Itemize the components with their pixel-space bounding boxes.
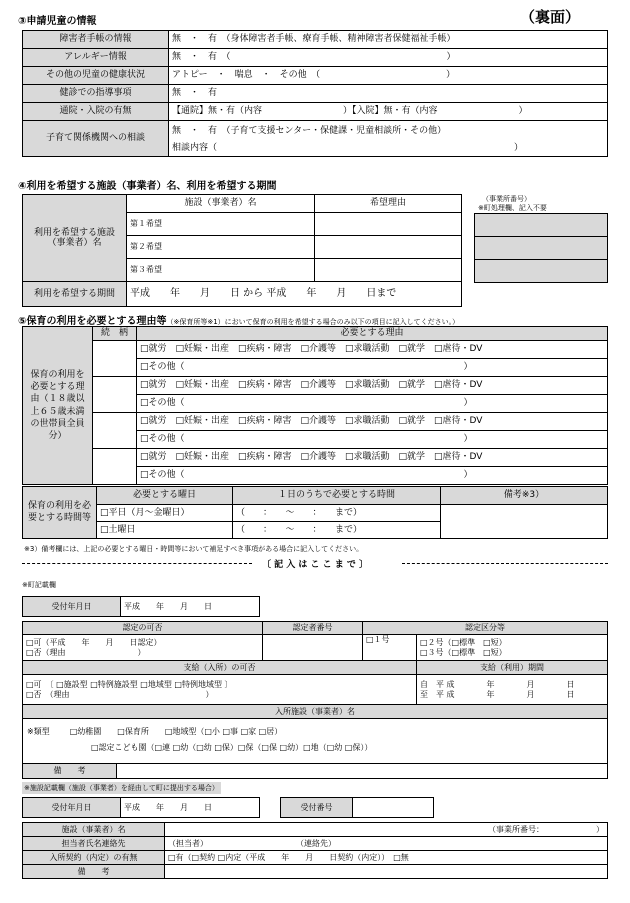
facility-reception-no-table (280, 797, 434, 818)
value-consultation[interactable] (169, 121, 608, 157)
contact-person: （担当者） (168, 838, 208, 848)
period-to[interactable]: 至 平 成 年 月 日 (420, 689, 575, 699)
relation-4[interactable] (93, 449, 137, 485)
approval-title: 認定の可否 (23, 622, 263, 635)
divider-right (402, 563, 608, 564)
facility-remark-label: 備 考 (23, 865, 165, 879)
facility-info-table (22, 822, 608, 879)
town-received-value[interactable]: 平成 年 月 日 (121, 597, 260, 617)
label-period: 利用を希望する期間 (23, 282, 127, 307)
office-processing-note: ※町処理欄、記入不要 (478, 204, 547, 212)
type-label: ※類型 (27, 727, 50, 736)
contact-value[interactable] (165, 837, 608, 851)
town-remark-label: 備 考 (23, 764, 117, 778)
reason-3[interactable] (315, 259, 462, 282)
value-checkup[interactable]: 無 ・ 有 (169, 85, 608, 103)
reason-4-line2[interactable]: □その他（ ） (137, 467, 608, 485)
certifier-value[interactable] (263, 635, 363, 661)
contact-tel: （連絡先） (300, 838, 336, 848)
section3-title: ③申請児童の情報 (18, 16, 97, 27)
value-health[interactable]: アトピー ・ 喘息 ・ その他 （ ） (169, 67, 608, 85)
col-time: １日のうちで必要とする時間 (233, 487, 441, 505)
reason-1-line2[interactable]: □その他（ ） (137, 359, 608, 377)
label-checkup: 健診での指導事項 (23, 85, 169, 103)
col-facility: 施設（事業者）名 (127, 195, 315, 213)
relation-3[interactable] (93, 413, 137, 449)
value-hospital[interactable]: 【通院】無・有（内容 ）【入院】無・有（内容 ） (169, 103, 608, 121)
value-period[interactable]: 平成 年 月 日 から 平成 年 月 日まで (127, 282, 462, 307)
consultation-options: 無 ・ 有 （子育て支援センター・保健課・児童相談所・その他） (172, 125, 447, 136)
section4-title: ④利用を希望する施設（事業者）名、利用を希望する期間 (18, 181, 277, 192)
type-options-2[interactable]: □認定こども園（□連 □幼（□幼 □保）□保（□保 □幼）□地（□幼 □保）） (91, 743, 373, 752)
facility-office-no[interactable]: （事業所番号： ） (165, 823, 608, 837)
childcare-reason-table (22, 326, 608, 485)
col-relation: 続 柄 (93, 327, 137, 341)
time-weekday[interactable]: （ ： 〜 ： まで） (233, 505, 441, 522)
approval-yes[interactable]: □可（平成 年 月 日認定） (26, 638, 162, 648)
period-from[interactable]: 自 平 成 年 月 日 (420, 680, 575, 690)
facility-name-label: 施設（事業者）名 (23, 823, 165, 837)
col-note: 備考※3） (441, 487, 608, 505)
town-received-table (22, 596, 260, 617)
reception-no-label: 受付番号 (281, 798, 353, 818)
category-title: 認定区分等 (363, 622, 608, 635)
town-payment-table (22, 660, 608, 779)
value-disability-cert[interactable]: 無 ・ 有 （身体障害者手帳、療育手帳、精神障害者保健福祉手帳） (169, 31, 608, 49)
col-day: 必要とする曜日 (97, 487, 233, 505)
divider-label: 〔 記 入 は こ こ ま で 〕 (262, 560, 369, 570)
office-number-label: （事業所番号） (482, 195, 531, 203)
section5-note: （※保育所等※1）において保育の利用を希望する場合のみ以下の項目に記入してください。） (166, 318, 460, 326)
page-label: （裏面） (520, 8, 581, 26)
contract-label: 入所契約（内定）の有無 (23, 851, 165, 865)
value-allergy[interactable]: 無 ・ 有 （ ） (169, 49, 608, 67)
town-decision-table (22, 621, 608, 661)
section5-title-wrap (18, 312, 459, 327)
label-facility-wish: 利用を希望する施設（事業者）名 (33, 227, 115, 248)
approval-no[interactable]: □否（理由 ） (26, 647, 146, 657)
reason-2-line2[interactable]: □その他（ ） (137, 395, 608, 413)
contract-value[interactable]: □有（□契約 □内定（平成 年 月 日契約（内定）） □無 (165, 851, 608, 865)
facility-received-value[interactable]: 平成 年 月 日 (121, 798, 260, 818)
office-use-boxes (474, 213, 608, 283)
label-consultation: 子育て関係機関への相談 (23, 121, 169, 157)
facility-received-table (22, 797, 260, 818)
payment-title: 支給（入所）の可否 (23, 661, 417, 675)
certifier-title: 認定者番号 (263, 622, 363, 635)
town-section-title: ※町記載欄 (22, 581, 56, 589)
reason-1-line1[interactable]: □就労 □妊娠・出産 □疾病・障害 □介護等 □求職活動 □就学 □虐待・DV (137, 341, 608, 359)
reason-2-line1[interactable]: □就労 □妊娠・出産 □疾病・障害 □介護等 □求職活動 □就学 □虐待・DV (137, 377, 608, 395)
day-weekday[interactable]: □平日（月～金曜日） (97, 505, 233, 522)
office-box-3 (475, 260, 608, 283)
footnote-3: ※3）備考欄には、上記の必要とする曜日・時間等において補足すべき事項がある場合に記入してください。 (24, 545, 364, 553)
col-need-reason: 必要とする理由 (137, 327, 608, 341)
label-disability-cert: 障害者手帳の情報 (23, 31, 169, 49)
category-3[interactable]: □３号（□標準 □短） (420, 647, 507, 657)
note-value[interactable] (441, 505, 608, 539)
relation-1[interactable] (93, 341, 137, 377)
choice-2[interactable]: 第２希望 (127, 236, 315, 259)
category-2[interactable]: □２号（□標準 □短） (420, 638, 507, 648)
day-saturday[interactable]: □土曜日 (97, 522, 233, 539)
office-box-1 (475, 214, 608, 237)
reason-3-line1[interactable]: □就労 □妊娠・出産 □疾病・障害 □介護等 □求職活動 □就学 □虐待・DV (137, 413, 608, 431)
col-reason: 希望理由 (315, 195, 462, 213)
label-allergy: アレルギー情報 (23, 49, 169, 67)
reason-3-line2[interactable]: □その他（ ） (137, 431, 608, 449)
choice-3[interactable]: 第３希望 (127, 259, 315, 282)
label-hospital: 通院・入院の有無 (23, 103, 169, 121)
town-received-label: 受付年月日 (23, 597, 121, 617)
divider-left (22, 563, 252, 564)
reception-no-value[interactable] (353, 798, 434, 818)
reason-4-line1[interactable]: □就労 □妊娠・出産 □疾病・障害 □介護等 □求職活動 □就学 □虐待・DV (137, 449, 608, 467)
section5-title: ⑤保育の利用を必要とする理由等 (18, 316, 167, 327)
entry-facility-title: 入所施設（事業者）名 (23, 705, 608, 719)
type-options-1[interactable]: □幼稚園 □保育所 □地域型（□小 □事 □家 □居） (69, 727, 283, 736)
time-saturday[interactable]: （ ： 〜 ： まで） (233, 522, 441, 539)
contact-label: 担当者氏名連絡先 (23, 837, 165, 851)
label-time-need: 保育の利用を必要とする時間等 (27, 500, 91, 523)
childcare-time-table (22, 486, 608, 539)
type-row (27, 727, 282, 736)
payment-yes[interactable]: □可 〔 □施設型 □特例施設型 □地域型 □特例地域型 〕 (26, 680, 233, 690)
reason-2[interactable] (315, 236, 462, 259)
category-1[interactable]: □１号 (366, 635, 390, 644)
choice-1[interactable]: 第１希望 (127, 213, 315, 236)
facility-received-label: 受付年月日 (23, 798, 121, 818)
facility-wish-table (22, 194, 462, 307)
applicant-child-table (22, 30, 608, 157)
label-childcare-reason: 保育の利用を必要とする理由（１８歳以上６５歳未満の世帯員全員分） (30, 370, 85, 441)
payment-no[interactable]: □否 （理由 ） (26, 689, 214, 699)
office-box-2 (475, 237, 608, 260)
label-health: その他の児童の健康状況 (23, 67, 169, 85)
facility-remark-value[interactable] (165, 865, 608, 879)
payment-period-title: 支給（利用）期間 (417, 661, 608, 675)
consultation-content: 相談内容（ ） (172, 142, 524, 153)
facility-section-title: ※施設記載欄（施設（事業者）を経由して町に提出する場合） (24, 784, 219, 792)
reason-1[interactable] (315, 213, 462, 236)
relation-2[interactable] (93, 377, 137, 413)
